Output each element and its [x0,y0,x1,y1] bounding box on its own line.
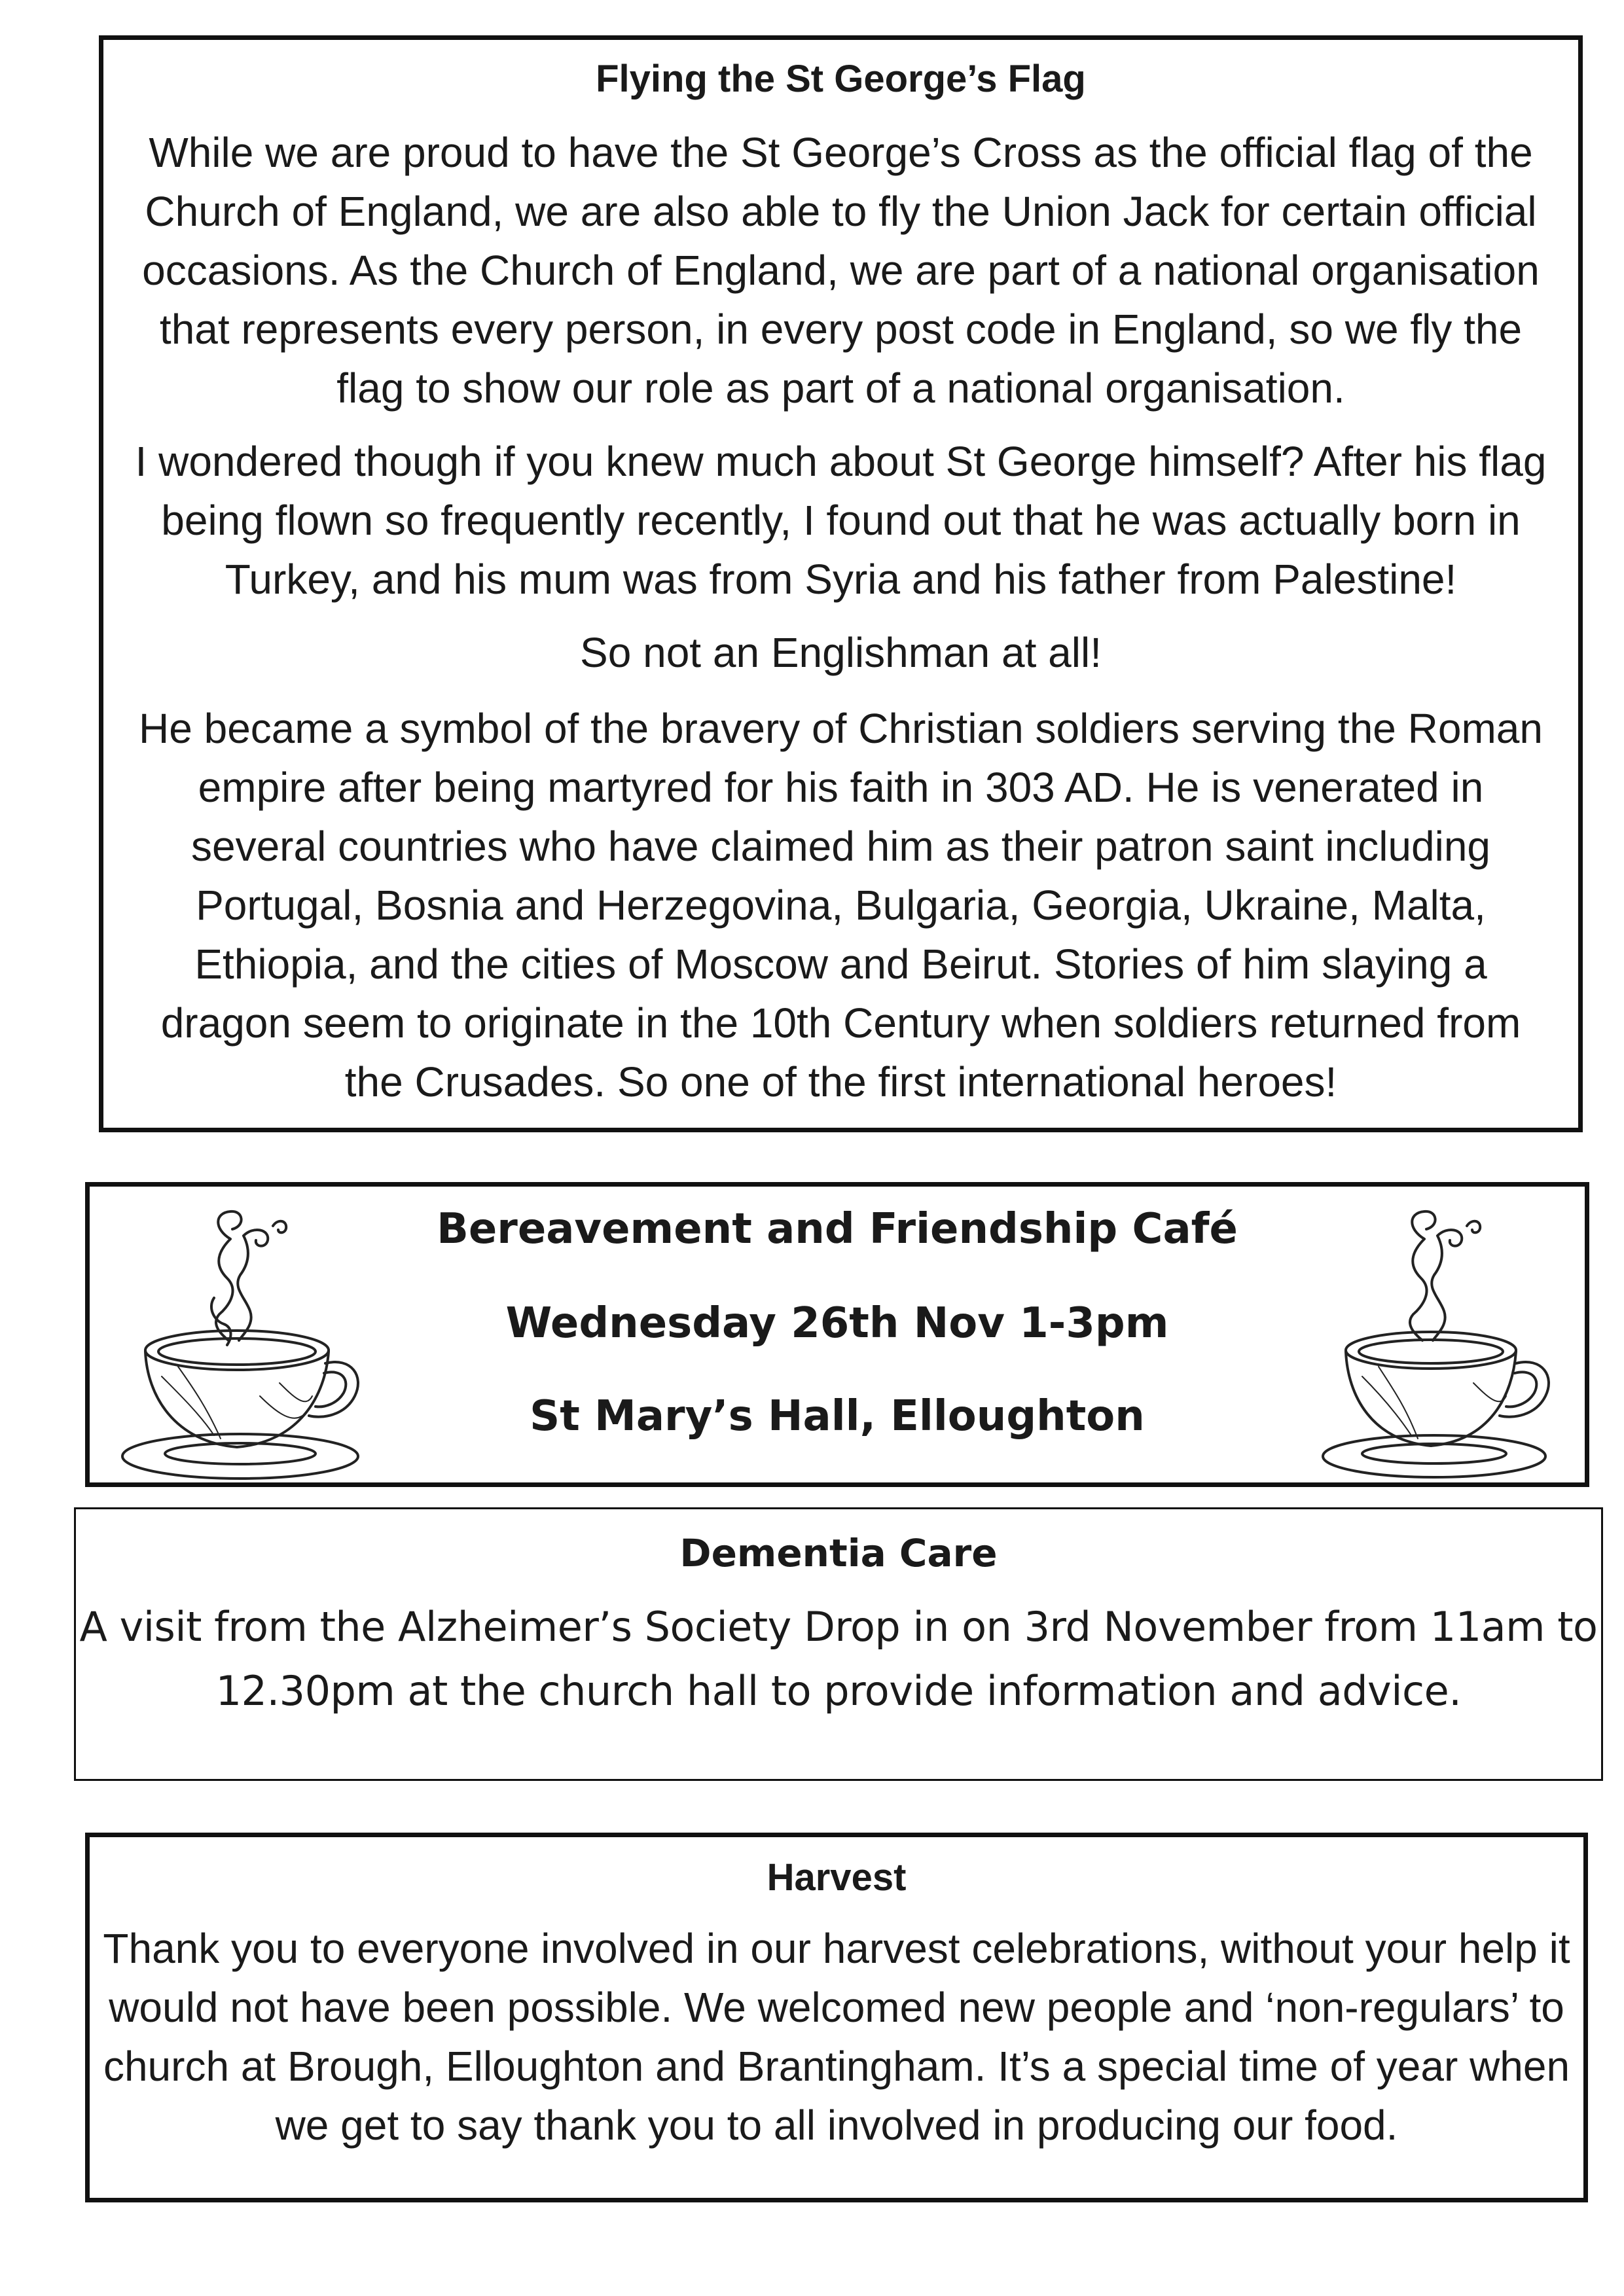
dementia-section [74,1507,1603,1781]
cafe-section [85,1182,1589,1487]
coffee-cup-icon [116,1200,365,1481]
harvest-title: Harvest [767,1856,907,1899]
dementia-body: A visit from the Alzheimer’s Society Drop in on 3rd November from 11am to 12.30pm at the church hall to provide information and advice. [79,1603,1598,1715]
flag-paragraph-2: I wondered though if you knew much about St George himself? After his flag being flown so frequently recently, I found out that he was actually born in Turkey, and his mum was from Syria and his father from Palestine! [135,438,1547,603]
coffee-cup-icon [1316,1200,1565,1481]
flag-section-title: Flying the St George’s Flag [596,58,1086,100]
harvest-body: Thank you to everyone involved in our harvest celebrations, without your help it would not have been possible. We welcomed new people and ‘non-regulars’ to church at Brough, Elloughton and Brantingham. It’s a special time of year when we get to say thank you to all involved in producing our food. [103,1925,1570,2149]
cafe-date-time: Wednesday 26th Nov 1-3pm [505,1299,1169,1348]
cafe-title: Bereavement and Friendship Café [437,1205,1238,1253]
cafe-venue: St Mary’s Hall, Elloughton [530,1392,1145,1441]
dementia-title: Dementia Care [679,1531,998,1575]
harvest-section [85,1833,1588,2202]
flag-paragraph-1: While we are proud to have the St George’s Cross as the official flag of the Church of England, we are also able to fly the Union Jack for certain official occasions. As the Church of England, we are part of a national organisation that represents every person, in every post code in England, so we fly the flag to show our role as part of a national organisation. [142,129,1540,412]
flag-paragraph-3: So not an Englishman at all! [580,629,1102,677]
flag-paragraph-4: He became a symbol of the bravery of Christian soldiers serving the Roman empire after being martyred for his faith in 303 AD. He is venerated in several countries who have claimed him as their patron saint including Portugal, Bosnia and Herzegovina, Bulgaria, Georgia, Ukraine, Malta, Ethiopia, and the cities of Moscow and Beirut. Stories of him slaying a dragon seem to originate in the 10th Century when soldiers returned from the Crusades. So one of the first international heroes! [139,705,1543,1106]
flag-section [99,35,1583,1132]
